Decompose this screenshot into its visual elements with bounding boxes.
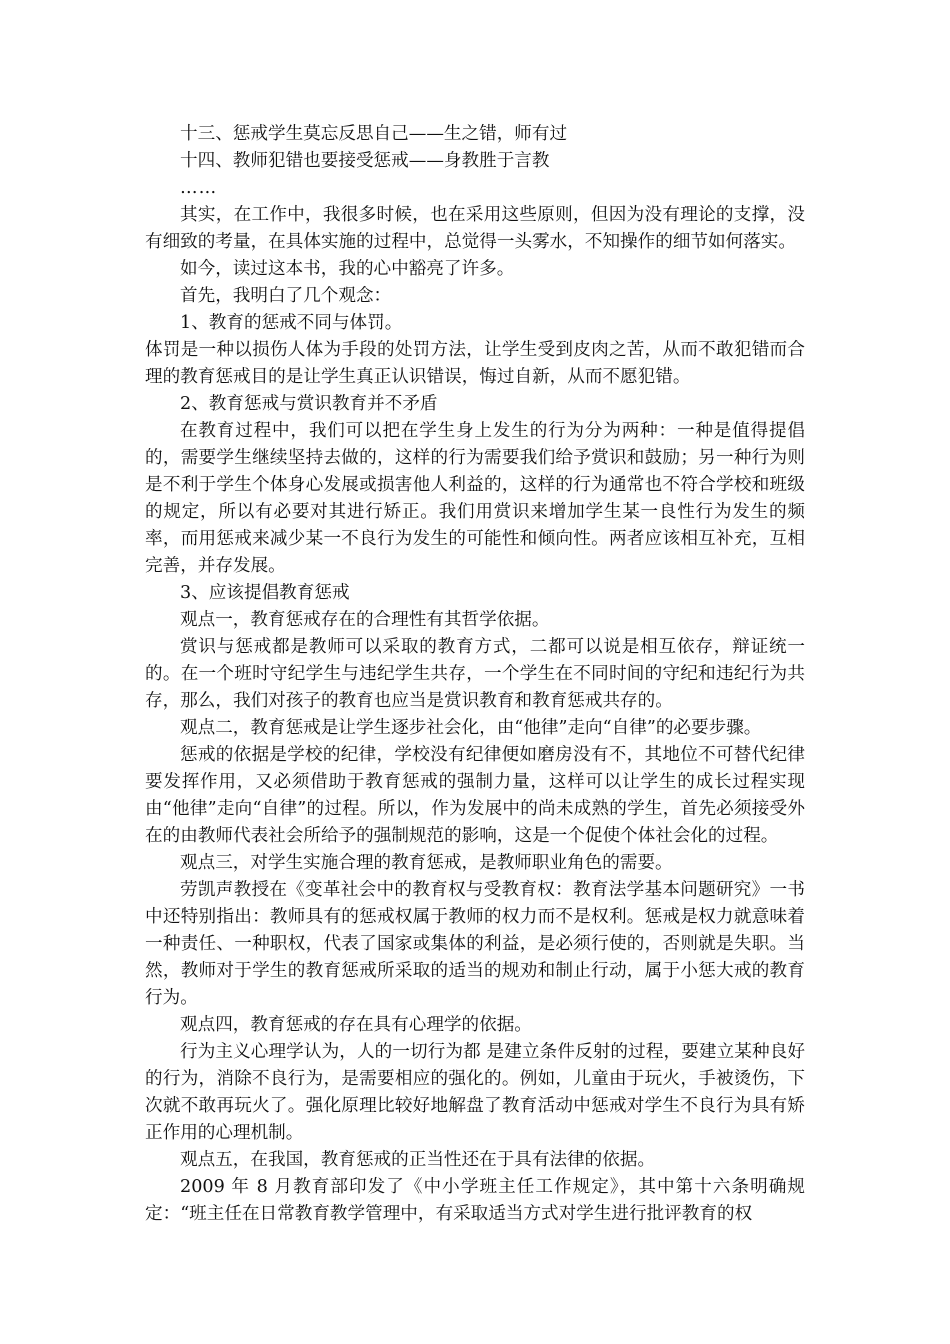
- paragraph-item-14: 十四、教师犯错也要接受惩戒——身教胜于言教: [180, 151, 550, 171]
- heading-point-1: 1、教育的惩戒不同与体罚。: [180, 313, 403, 333]
- document-body: [145, 121, 805, 1228]
- heading-point-2: 2、教育惩戒与赏识教育并不矛盾: [180, 394, 438, 414]
- viewpoint-1-heading: 观点一，教育惩戒存在的合理性有其哲学依据。: [180, 610, 550, 630]
- paragraph-item-13: 十三、惩戒学生莫忘反思自己——生之错，师有过: [180, 124, 568, 144]
- viewpoint-2-body: 惩戒的依据是学校的纪律，学校没有纪律便如磨房没有不，其地位不可替代纪律要发挥作用，又必须借助于教育惩戒的强制力量，这样可以让学生的成长过程实现由“他律”走向“自律”的过程。所以，作为发展中的尚未成熟的学生，首先必须接受外在的由教师代表社会所给予的强制规范的影响，这是一个促使个体社会化的过程。: [145, 745, 805, 846]
- viewpoint-5-body: 2009 年 8 月教育部印发了《中小学班主任工作规定》，其中第十六条明确规定：“班主任在日常教育教学管理中，有采取适当方式对学生进行批评教育的权: [145, 1177, 805, 1224]
- paragraph-first: 首先，我明白了几个观念：: [180, 286, 392, 306]
- heading-point-3: 3、应该提倡教育惩戒: [180, 583, 350, 603]
- viewpoint-5-heading: 观点五，在我国，教育惩戒的正当性还在于具有法律的依据。: [180, 1150, 656, 1170]
- ellipsis: ……: [180, 178, 218, 198]
- viewpoint-3-body: 劳凯声教授在《变革社会中的教育权与受教育权：教育法学基本问题研究》一书中还特别指出：教师具有的惩戒权属于教师的权力而不是权利。惩戒是权力就意味着一种责任、一种职权，代表了国家或集体的利益，是必须行使的，否则就是失职。当然，教师对于学生的教育惩戒所采取的适当的规劝和制止行动，属于小惩大戒的教育行为。: [145, 880, 805, 1008]
- paragraph-corporal-punishment: 体罚是一种以损伤人体为手段的处罚方法，让学生受到皮肉之苦，从而不敢犯错而合理的教育惩戒目的是让学生真正认识错误，悔过自新，从而不愿犯错。: [145, 340, 805, 387]
- viewpoint-3-heading: 观点三，对学生实施合理的教育惩戒，是教师职业角色的需要。: [180, 853, 673, 873]
- viewpoint-4-body: 行为主义心理学认为，人的一切行为都 是建立条件反射的过程，要建立某种良好的行为，消除不良行为，是需要相应的强化的。例如，儿童由于玩火，手被烫伤，下次就不敢再玩火了。强化原理比较好地解盘了教育活动中惩戒对学生不良行为具有矫正作用的心理机制。: [145, 1042, 805, 1143]
- viewpoint-1-body: 赏识与惩戒都是教师可以采取的教育方式，二都可以说是相互依存，辩证统一的。在一个班时守纪学生与违纪学生共存，一个学生在不同时间的守纪和违纪行为共存，那么，我们对孩子的教育也应当是赏识教育和教育惩戒共存的。: [145, 637, 805, 711]
- paragraph-now: 如今，读过这本书，我的心中豁亮了许多。: [180, 259, 515, 279]
- viewpoint-2-heading: 观点二，教育惩戒是让学生逐步社会化，由“他律”走向“自律”的必要步骤。: [180, 718, 762, 738]
- paragraph-reflection: 其实，在工作中，我很多时候，也在采用这些原则，但因为没有理论的支撑，没有细致的考量，在具体实施的过程中，总觉得一头雾水，不知操作的细节如何落实。: [145, 205, 805, 252]
- paragraph-appreciation: 在教育过程中，我们可以把在学生身上发生的行为分为两种：一种是值得提倡的，需要学生继续坚持去做的，这样的行为需要我们给予赏识和鼓励；另一种行为则是不利于学生个体身心发展或损害他人利益的，这样的行为通常也不符合学校和班级的规定，所以有必要对其进行矫正。我们用赏识来增加学生某一良性行为发生的频率，而用惩戒来减少某一不良行为发生的可能性和倾向性。两者应该相互补充，互相完善，并存发展。: [145, 421, 805, 576]
- viewpoint-4-heading: 观点四，教育惩戒的存在具有心理学的依据。: [180, 1015, 532, 1035]
